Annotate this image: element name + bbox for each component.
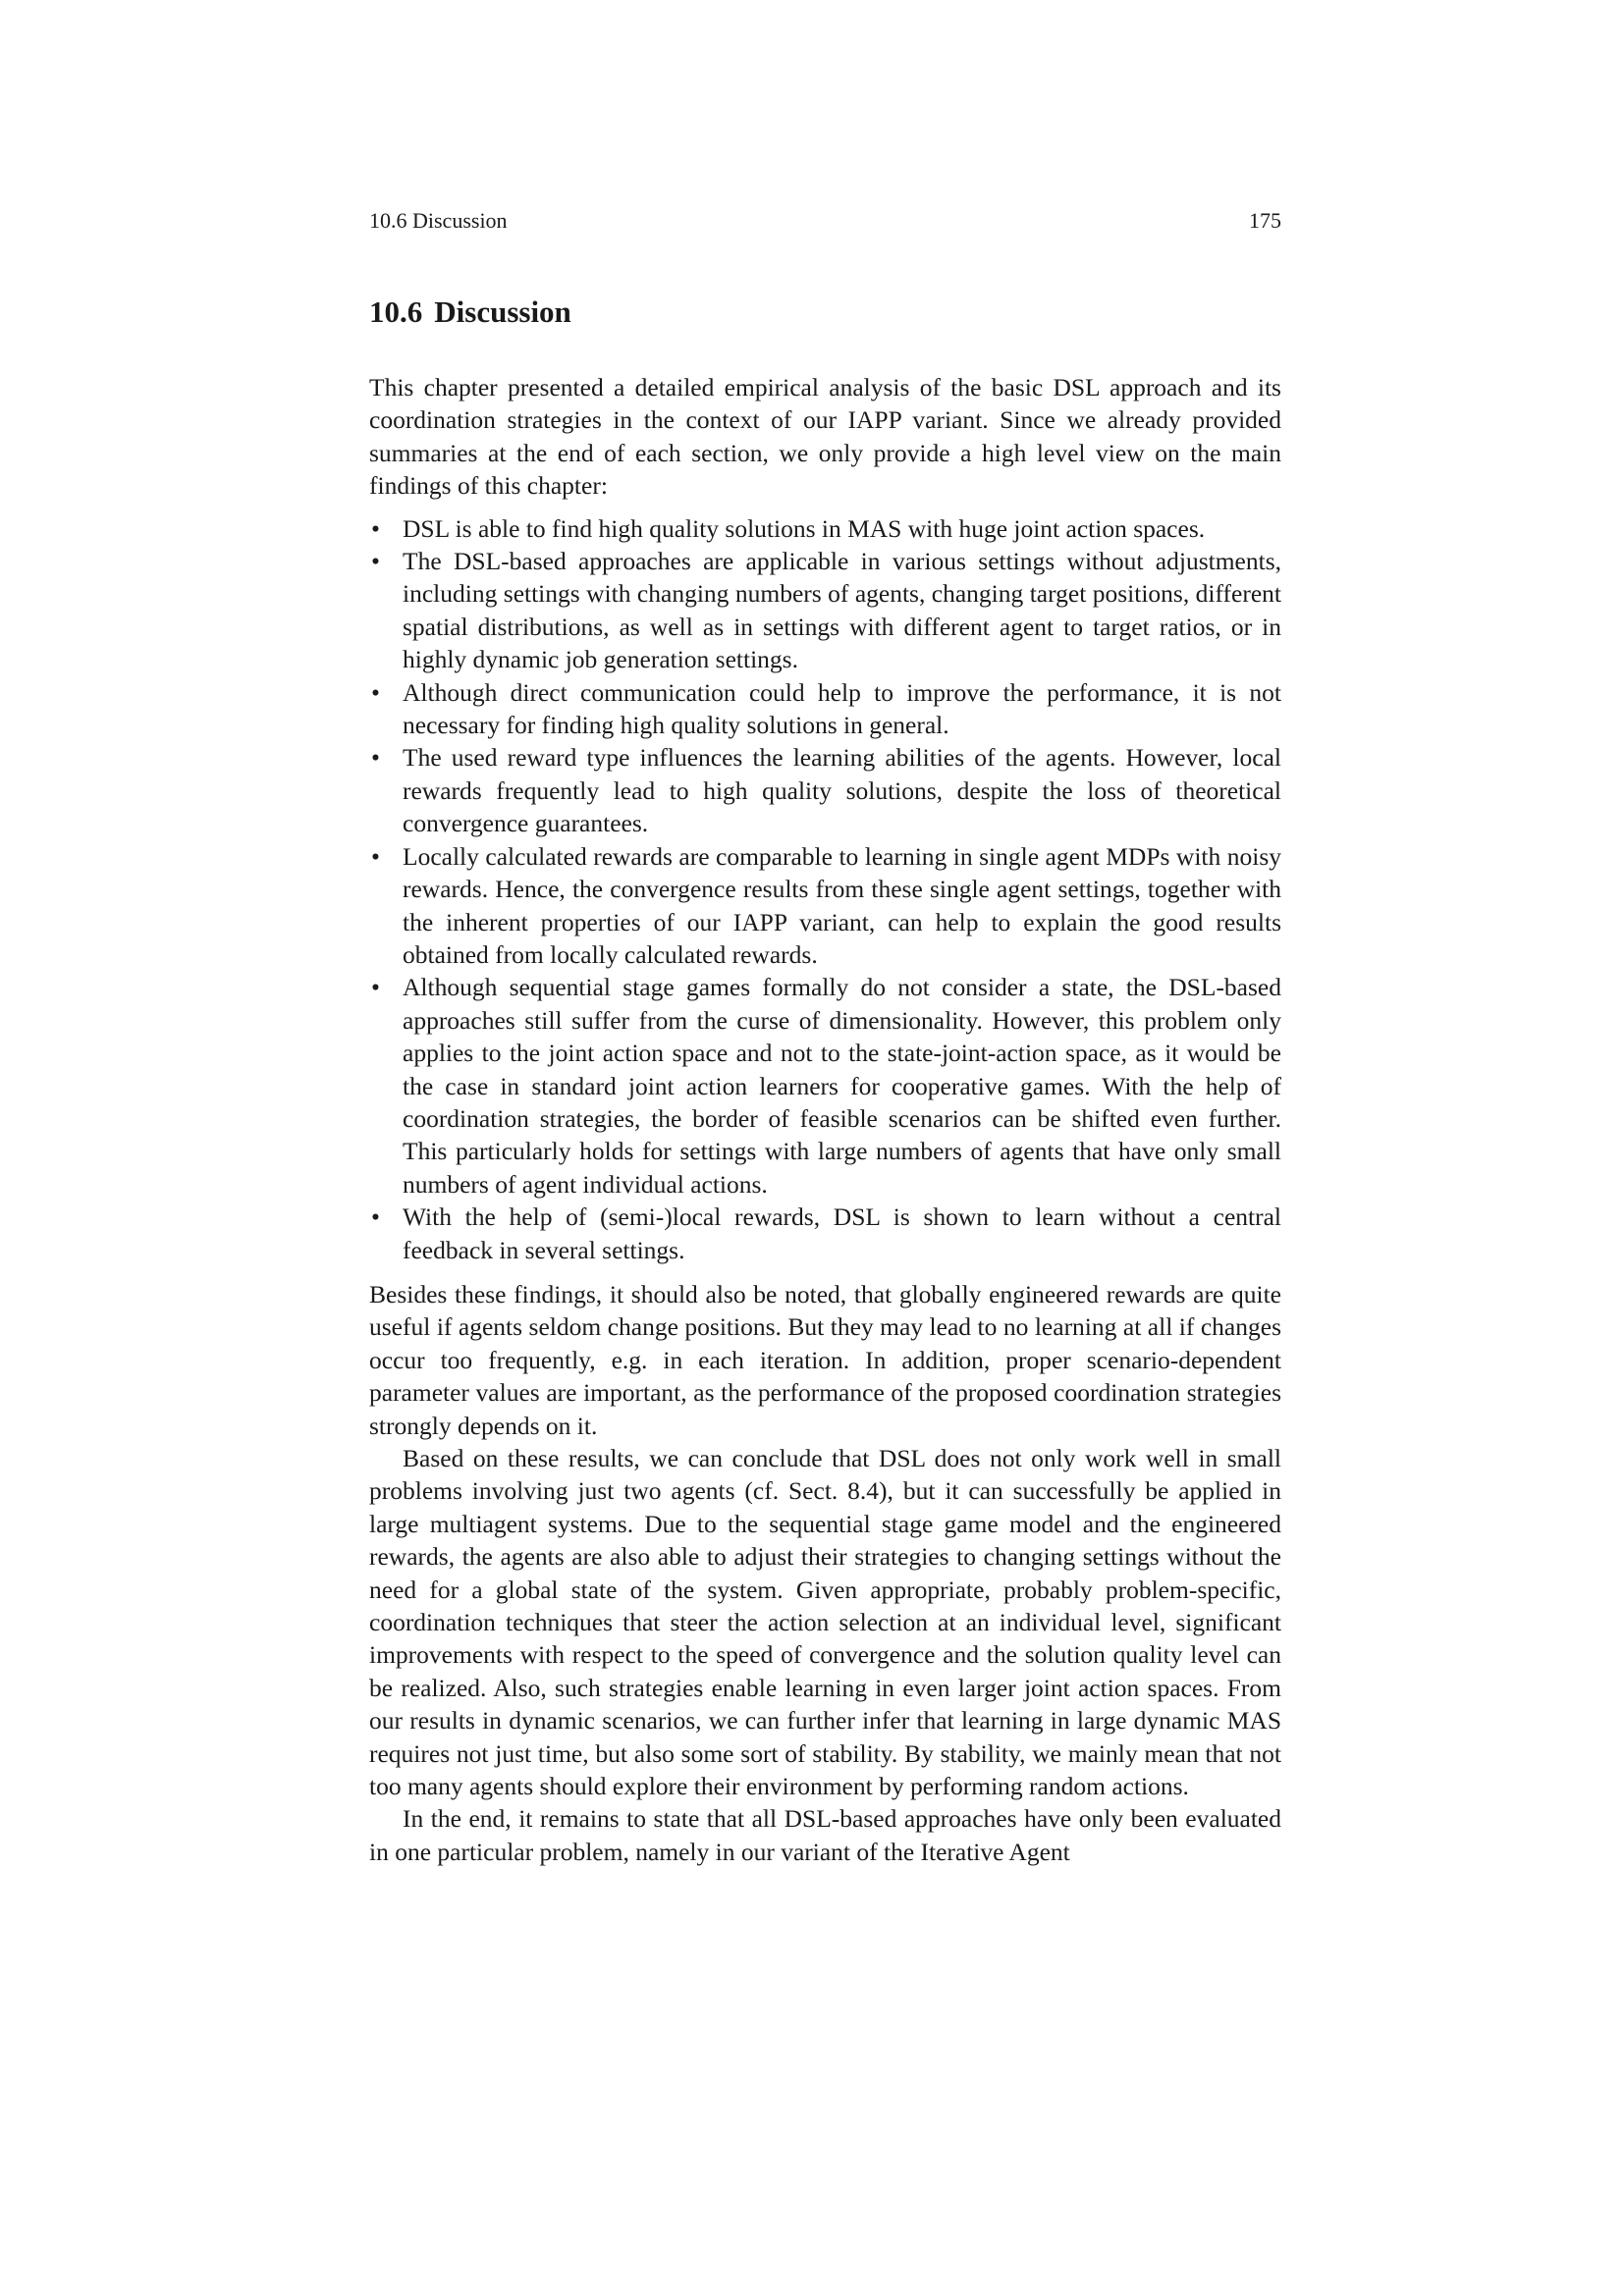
finding-item — [369, 545, 1281, 676]
bullet-icon: • — [371, 973, 380, 1002]
bullet-icon: • — [371, 743, 380, 773]
finding-text: Locally calculated rewards are comparable to learning in single agent MDPs with noisy rewards. Hence, the convergence results from these single agent settings, together with the inherent properties of our IAPP variant, can help to explain the good results obtained from locally calculated rewards. — [403, 841, 1281, 969]
page — [369, 206, 1281, 1868]
finding-text: The DSL-based approaches are applicable in various settings without adjustments, including settings with changing numbers of agents, changing target positions, different spatial distributions, as well as in settings with different agent to target ratios, or in highly dynamic job generation settings. — [403, 547, 1281, 674]
finding-item — [369, 840, 1281, 972]
finding-text: Although sequential stage games formally do not consider a state, the DSL-based approaches still suffer from the curse of dimensionality. However, this problem only applies to the joint action space and not to the state-joint-action space, as it would be the case in standard joint action learners for cooperative games. With the help of coordination strategies, the border of feasible scenarios can be shifted even further. This particularly holds for settings with large numbers of agents that have only small numbers of agent individual actions. — [403, 973, 1281, 1199]
finding-item — [369, 512, 1281, 545]
finding-text: Although direct communication could help to improve the performance, it is not necessary for finding high quality solutions in general. — [403, 677, 1281, 740]
bullet-icon: • — [371, 677, 380, 707]
body-paragraph: In the end, it remains to state that all DSL-based approaches have only been evaluated in one particular problem, namely in our variant of the Iterative Agent — [369, 1804, 1281, 1866]
body-paragraph: Besides these findings, it should also be noted, that globally engineered rewards are quite useful if agents seldom change positions. But they may lead to no learning at all if changes occur too frequently, e.g. in each iteration. In addition, proper scenario-dependent parameter values are important, as the performance of the proposed coordination strategies strongly depends on it. — [369, 1279, 1281, 1440]
bullet-icon: • — [371, 1202, 380, 1232]
section-body — [369, 371, 1281, 1868]
finding-text: With the help of (semi-)local rewards, DSL is shown to learn without a central feedback in several settings. — [403, 1202, 1281, 1264]
finding-item — [369, 971, 1281, 1201]
section-number: 10.6 — [369, 294, 423, 329]
intro-paragraph: This chapter presented a detailed empirical analysis of the basic DSL approach and its coordination strategies in the context of our IAPP variant. Since we already provided summaries at the end of each section, we only provide a high level view on the main findings of this chapter: — [369, 373, 1281, 501]
section-title: Discussion — [434, 294, 571, 329]
bullet-icon: • — [371, 513, 380, 543]
finding-text: The used reward type influences the learning abilities of the agents. However, local rewards frequently lead to high quality solutions, despite the loss of theoretical convergence guarantees. — [403, 743, 1281, 838]
finding-item — [369, 1201, 1281, 1266]
page-number: 175 — [1249, 208, 1281, 233]
bullet-icon: • — [371, 841, 380, 871]
findings-list — [369, 512, 1281, 1266]
running-head — [369, 206, 1281, 236]
body-paragraph: Based on these results, we can conclude that DSL does not only work well in small problems involving just two agents (cf. Sect. 8.4), but it can successfully be applied in large multiagent systems. Due to the sequential stage game model and the engineered rewards, the agents are also able to adjust their strategies to changing settings without the need for a global state of the system. Given appropriate, probably problem-specific, coordination techniques that steer the action selection at an individual level, significant improvements with respect to the speed of convergence and the solution quality level can be realized. Also, such strategies enable learning in even larger joint action spaces. From our results in dynamic scenarios, we can further infer that learning in large dynamic MAS requires not just time, but also some sort of stability. By stability, we mainly mean that not too many agents should explore their environment by performing random actions. — [369, 1444, 1281, 1801]
finding-item — [369, 676, 1281, 742]
running-head-section: 10.6 Discussion — [369, 208, 508, 233]
finding-text: DSL is able to find high quality solutions in MAS with huge joint action spaces. — [403, 513, 1206, 543]
finding-item — [369, 741, 1281, 839]
bullet-icon: • — [371, 547, 380, 576]
section-heading — [369, 293, 1281, 332]
